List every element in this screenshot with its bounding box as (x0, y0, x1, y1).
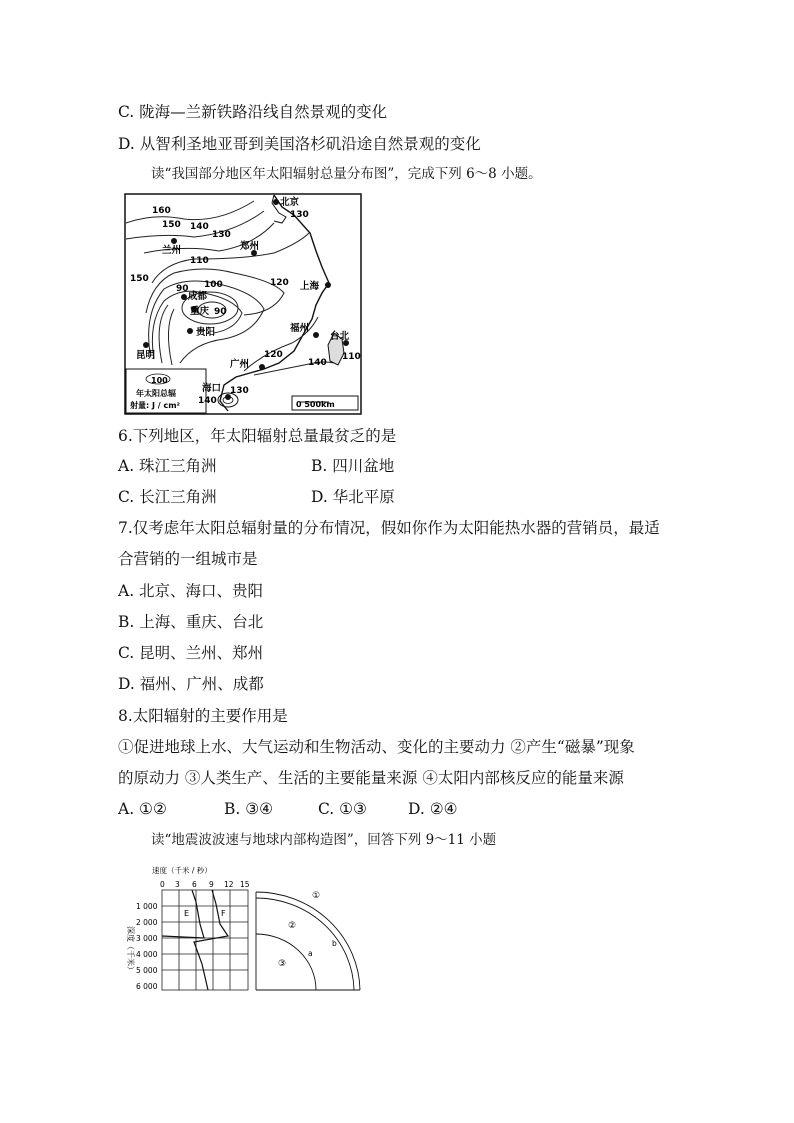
isoline-150-w: 150 (130, 274, 149, 284)
q7-stem-line1: 7.仅考虑年太阳总辐射量的分布情况，假如你作为太阳能热水器的营销员，最适 (118, 519, 660, 537)
isoline-150-n: 150 (162, 220, 181, 230)
city-shanghai: 上海 (300, 281, 320, 292)
seismic-wave-figure (124, 864, 364, 994)
q6-option-b: B. 四川盆地 (311, 457, 395, 475)
isoline-140-hainan: 140 (198, 396, 217, 406)
solar-radiation-map (124, 193, 362, 415)
city-guiyang: 贵阳 (196, 327, 216, 338)
legend-value: 100 (151, 376, 168, 385)
isoline-130-mid: 130 (212, 230, 231, 240)
wave-e-curve (162, 890, 204, 938)
q7-option-d: D. 福州、广州、成都 (118, 675, 264, 693)
boundary-a-label: a (308, 949, 313, 958)
isoline-120-south: 120 (264, 350, 283, 360)
q8-stem: 8.太阳辐射的主要作用是 (118, 707, 288, 725)
isoline-110: 110 (190, 256, 209, 266)
boundary-b-label: b (332, 939, 337, 948)
q8-option-a: A. ①② (118, 800, 167, 818)
q8-option-b: B. ③④ (224, 800, 274, 818)
depth-tick-5000: 5 000 (136, 966, 158, 975)
isoline-140-se: 140 (308, 358, 327, 368)
q7-option-b: B. 上海、重庆、台北 (118, 613, 264, 631)
q6-option-a: A. 珠江三角洲 (118, 457, 217, 475)
option-c-prev: C. 陇海—兰新铁路沿线自然景观的变化 (118, 103, 388, 121)
speed-tick-6: 6 (192, 880, 197, 889)
q7-stem-line2: 合营销的一组城市是 (118, 550, 258, 568)
isoline-90-e: 90 (214, 307, 227, 317)
intro-map: 读“我国部分地区年太阳辐射总量分布图”，完成下列 6～8 小题。 (151, 166, 542, 182)
isoline-90-w: 90 (176, 284, 189, 294)
city-fuzhou: 福州 (290, 323, 310, 334)
speed-tick-12: 12 (224, 880, 234, 889)
depth-tick-1000: 1 000 (136, 902, 158, 911)
layer-1-label: ① (312, 891, 321, 901)
isoline-110-tw: 110 (342, 352, 361, 362)
intro-seismic: 读“地震波波速与地球内部构造图”，回答下列 9～11 小题 (151, 832, 497, 848)
city-lanzhou: 兰州 (162, 245, 182, 256)
speed-tick-9: 9 (209, 880, 214, 889)
isoline-130-beijing: 130 (290, 210, 309, 220)
layer-3-label: ③ (278, 959, 287, 969)
legend-unit: 射量: J / cm² (130, 401, 181, 410)
city-beijing: 北京 (280, 197, 300, 208)
depth-tick-2000: 2 000 (136, 918, 158, 927)
depth-tick-6000: 6 000 (136, 982, 158, 991)
speed-axis-label: 速度（千米 / 秒） (152, 866, 212, 875)
speed-tick-15: 15 (240, 880, 250, 889)
speed-tick-3: 3 (175, 880, 180, 889)
isoline-120-east: 120 (270, 278, 289, 288)
depth-tick-3000: 3 000 (136, 934, 158, 943)
city-zhengzhou: 郑州 (240, 241, 260, 252)
q6-stem: 6.下列地区，年太阳辐射总量最贫乏的是 (118, 427, 397, 445)
option-d-prev: D. 从智利圣地亚哥到美国洛杉矶沿途自然景观的变化 (118, 135, 481, 153)
isoline-160: 160 (152, 206, 171, 216)
q8-option-d: D. ②④ (408, 800, 458, 818)
isoline-130-hainan: 130 (230, 386, 249, 396)
city-taipei: 台北 (330, 331, 350, 342)
q7-option-a: A. 北京、海口、贵阳 (118, 582, 264, 600)
city-chengdu: 成都 (188, 291, 208, 302)
q6-option-d: D. 华北平原 (311, 488, 395, 506)
wave-f-curve (194, 890, 228, 990)
wave-f-label: F (221, 909, 226, 918)
speed-tick-0: 0 (160, 880, 165, 889)
depth-axis-label: 深度（千米） (126, 926, 135, 974)
q8-option-c: C. ①③ (318, 800, 367, 818)
layer-2-label: ② (288, 921, 297, 931)
scale-bar: 0 500km (296, 400, 335, 409)
q7-option-c: C. 昆明、兰州、郑州 (118, 644, 264, 662)
legend-title: 年太阳总辐 (136, 389, 176, 398)
city-chongqing: 重庆 (190, 306, 210, 317)
city-guangzhou: 广州 (230, 359, 250, 370)
city-haikou: 海口 (202, 383, 222, 394)
q6-option-c: C. 长江三角洲 (118, 488, 217, 506)
isoline-140-n: 140 (190, 222, 209, 232)
city-kunming: 昆明 (136, 350, 156, 361)
wave-e-label: E (184, 909, 190, 918)
q8-statement-line1: ①促进地球上水、大气运动和生物活动、变化的主要动力 ②产生“磁暴”现象 (118, 738, 635, 756)
q8-statement-line2: 的原动力 ③人类生产、生活的主要能量来源 ④太阳内部核反应的能量来源 (118, 769, 624, 787)
isoline-100: 100 (204, 280, 223, 290)
depth-tick-4000: 4 000 (136, 950, 158, 959)
